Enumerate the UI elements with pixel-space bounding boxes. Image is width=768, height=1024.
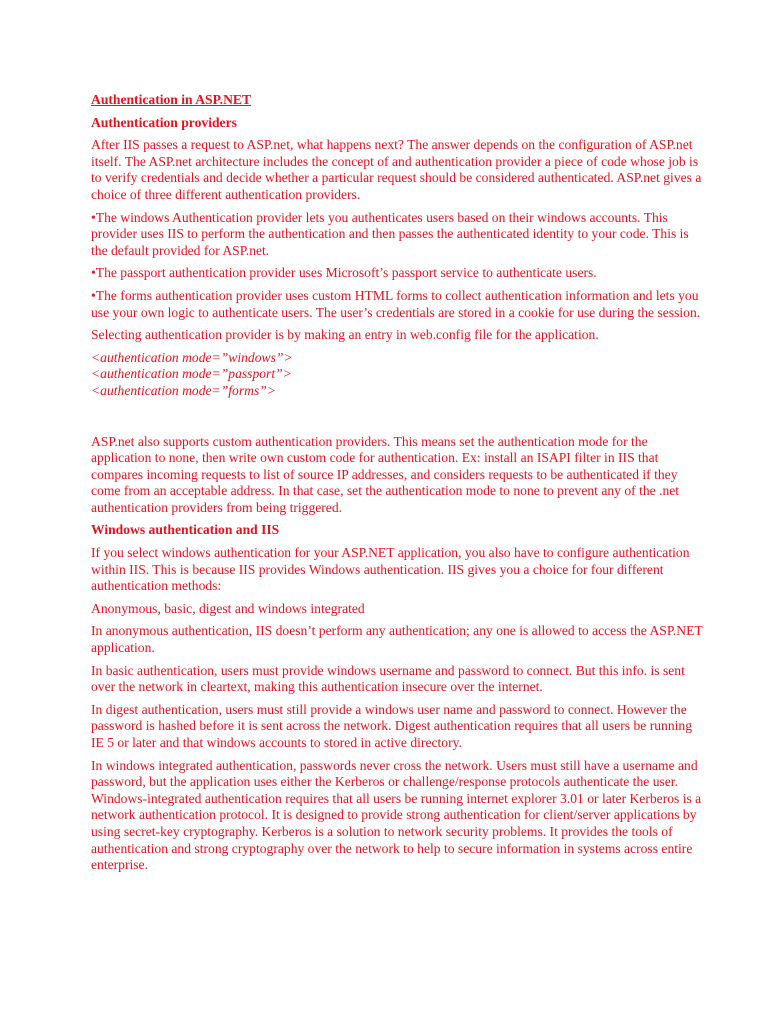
paragraph-selecting-provider: Selecting authentication provider is by making an entry in web.config file for the application. (91, 327, 599, 343)
section-heading-windows-iis: Windows authentication and IIS (91, 522, 280, 538)
code-line-forms: <authentication mode=”forms”> (91, 382, 276, 398)
paragraph-digest: In digest authentication, users must still provide a windows user name and password to connect. However the password is hashed before it is sent across the network. Digest authentication requires that all users be running IE 5 or later and that windows accounts to stored in active directory. (91, 701, 692, 750)
paragraph-anonymous: In anonymous authentication, IIS doesn’t perform any authentication; any one is allowed to access the ASP.NET application. (91, 623, 703, 656)
section-heading-providers: Authentication providers (91, 114, 237, 130)
paragraph-configure-iis: If you select windows authentication for your ASP.NET application, you also have to configure authentication within IIS. This is because IIS provides Windows authentication. IIS gives you a choice for four different authentication methods: (91, 545, 690, 594)
paragraph-custom-providers: ASP.net also supports custom authentication providers. This means set the authentication mode for the application to none, then write own custom code for authentication. Ex: install an ISAPI filter in IIS that compares incoming requests to list of source IP addresses, and considers requests to be authenticated if they come from an acceptable address. In that case, set the authentication mode to none to prevent any of the .net authentication providers from being triggered. (91, 433, 680, 515)
paragraph-intro: After IIS passes a request to ASP.net, what happens next? The answer depends on the configuration of ASP.net itself. The ASP.net architecture includes the concept of and authentication provider a piece of code whose job is to verify credentials and decide whether a particular request should be considered authenticated. ASP.net gives a choice of three different authentication providers. (91, 137, 702, 202)
config-code-block (91, 350, 704, 400)
paragraph-methods-list: Anonymous, basic, digest and windows integrated (91, 600, 365, 616)
code-line-passport: <authentication mode=”passport”> (91, 366, 292, 382)
paragraph-integrated: In windows integrated authentication, passwords never cross the network. Users must still have a username and password, but the application uses either the Kerberos or challenge/response protocols authenticate the user. Windows-integrated authentication requires that all users be running internet explorer 3.01 or later Kerberos is a network authentication protocol. It is designed to provide strong authentication for client/server applications by using secret-key cryptography. Kerberos is a solution to network security problems. It provides the tools of authentication and strong cryptography over the network to help to secure information in systems across entire enterprise. (91, 757, 702, 873)
paragraph-windows-provider: •The windows Authentication provider lets you authenticates users based on their windows accounts. This provider uses IIS to perform the authentication and then passes the authenticated identity to your code. This is the default provided for ASP.net. (91, 209, 689, 258)
paragraph-passport-provider: •The passport authentication provider uses Microsoft’s passport service to authenticate users. (91, 265, 597, 281)
document-title: Authentication in ASP.NET (91, 92, 252, 107)
paragraph-basic: In basic authentication, users must provide windows username and password to connect. But this info. is sent over the network in cleartext, making this authentication insecure over the internet. (91, 662, 685, 695)
code-line-windows: <authentication mode=”windows”> (91, 349, 293, 365)
paragraph-forms-provider: •The forms authentication provider uses custom HTML forms to collect authentication information and lets you use your own logic to authenticate users. The user’s credentials are stored in a cookie for use during the session. (91, 287, 701, 320)
